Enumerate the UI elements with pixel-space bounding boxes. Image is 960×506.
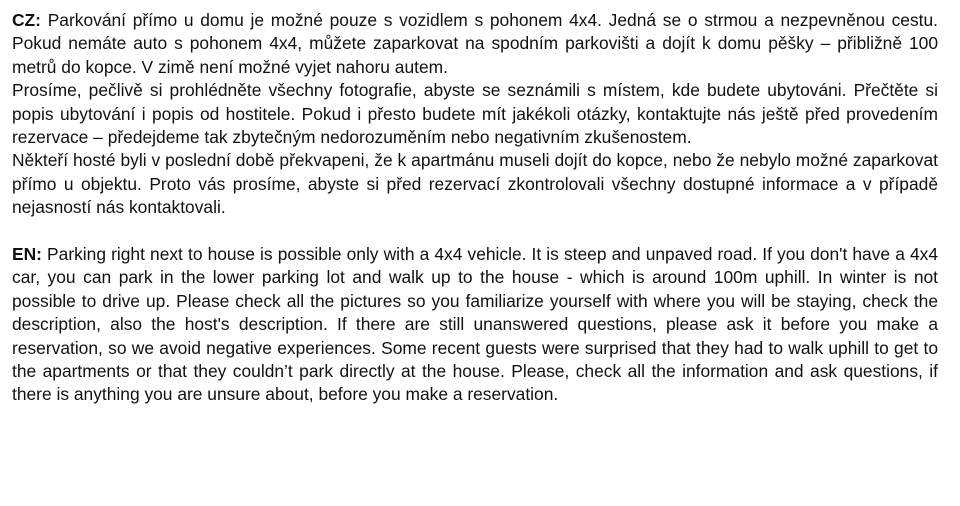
cz-language-label: CZ: [12,10,41,30]
cz-paragraph-guests: Někteří hosté byli v poslední době překvapeni, že k apartmánu museli dojít do kopce, nebo že nebylo možné zaparkovat přímo u objektu. Proto vás prosíme, abyste si před rezervací zkontrolovali všechny dostupné informace a v případě nejasností nás kontaktovali. [12,150,938,218]
cz-parking-text: Parkování přímo u domu je možné pouze s vozidlem s pohonem 4x4. Jedná se o strmou a nezpevněnou cestu. Pokud nemáte auto s pohonem 4x4, můžete zaparkovat na spodním parkovišti a dojít k domu pěšky – přibližně 100 metrů do kopce. V zimě není možné vyjet nahoru autem. [12,10,938,77]
en-text: Parking right next to house is possible only with a 4x4 vehicle. It is steep and unpaved road. If you don't have a 4x4 car, you can park in the lower parking lot and walk up to the house - which is around 100m uphill. In winter is not possible to drive up. Please check all the pictures so you familiarize yourself with where you will be staying, check the description, also the host's description. If there are still unanswered questions, please ask it before you make a reservation, so we avoid negative experiences. Some recent guests were surprised that they had to walk uphill to get to the apartments or that they couldn’t park directly at the house. Please, check all the information and ask questions, if there is anything you are unsure about, before you make a reservation. [12,244,938,405]
cz-paragraph-parking [12,9,938,79]
notice-document [12,9,938,407]
en-language-label: EN: [12,244,42,265]
cz-paragraph-photos: Prosíme, pečlivě si prohlédněte všechny fotografie, abyste se seznámili s místem, kde budete ubytováni. Přečtěte si popis ubytování i popis od hostitele. Pokud i přesto budete mít jakékoli otázky, kontaktujte nás ještě před provedením rezervace – předejdeme tak zbytečným nedorozuměním nebo negativním zkušenostem. [12,80,938,148]
en-paragraph [12,243,938,407]
